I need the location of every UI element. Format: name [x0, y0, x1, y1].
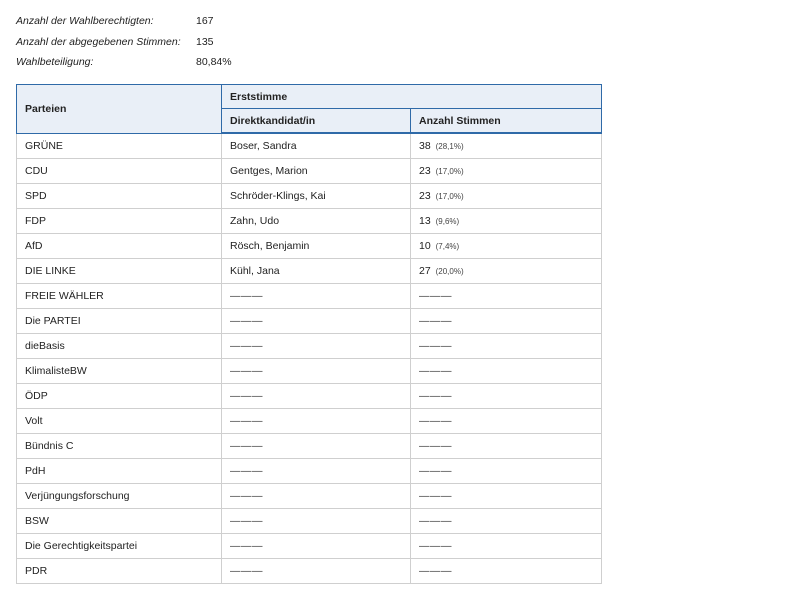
votes-cell [411, 484, 602, 509]
party-cell: KlimalisteBW [17, 359, 222, 384]
votes-count: ——— [419, 390, 452, 402]
votes-cell [411, 509, 602, 534]
candidate-cell: ——— [222, 359, 411, 384]
summary-row-abgegebene-stimmen [16, 32, 232, 53]
table-row [17, 409, 602, 434]
summary-value: 167 [196, 15, 214, 28]
votes-count: ——— [419, 440, 452, 452]
votes-count: ——— [419, 540, 452, 552]
party-cell: Die PARTEI [17, 309, 222, 334]
summary-row-wahlbeteiligung [16, 52, 232, 73]
votes-cell [411, 534, 602, 559]
votes-count: 10 [419, 240, 431, 252]
votes-cell [411, 259, 602, 284]
candidate-cell: Rösch, Benjamin [222, 234, 411, 259]
votes-cell [411, 334, 602, 359]
table-row [17, 559, 602, 584]
results-table-body [17, 133, 602, 584]
candidate-cell: ——— [222, 534, 411, 559]
header-anzahl-stimmen: Anzahl Stimmen [411, 109, 602, 134]
votes-cell [411, 559, 602, 584]
votes-percent: (7,4%) [435, 242, 460, 251]
table-row [17, 334, 602, 359]
table-row [17, 184, 602, 209]
votes-cell [411, 209, 602, 234]
candidate-cell: Schröder-Klings, Kai [222, 184, 411, 209]
votes-cell [411, 133, 602, 159]
table-row [17, 384, 602, 409]
table-row [17, 209, 602, 234]
candidate-cell: ——— [222, 509, 411, 534]
candidate-cell: Zahn, Udo [222, 209, 411, 234]
summary-label: Anzahl der Wahlberechtigten: [16, 15, 154, 28]
table-row [17, 133, 602, 159]
party-cell: Bündnis C [17, 434, 222, 459]
party-cell: DIE LINKE [17, 259, 222, 284]
votes-cell [411, 409, 602, 434]
party-cell: BSW [17, 509, 222, 534]
votes-percent: (9,6%) [435, 217, 460, 226]
party-cell: FDP [17, 209, 222, 234]
results-table [16, 84, 602, 584]
summary-value: 135 [196, 35, 214, 48]
candidate-cell: ——— [222, 284, 411, 309]
summary-row-wahlberechtigte [16, 11, 232, 32]
summary-value: 80,84% [196, 56, 232, 69]
summary-label: Anzahl der abgegebenen Stimmen: [16, 35, 181, 48]
candidate-cell: ——— [222, 459, 411, 484]
header-erststimme: Erststimme [222, 85, 602, 109]
table-row [17, 534, 602, 559]
party-cell: Volt [17, 409, 222, 434]
party-cell: SPD [17, 184, 222, 209]
table-row [17, 234, 602, 259]
votes-percent: (17,0%) [435, 167, 464, 176]
votes-count: ——— [419, 415, 452, 427]
party-cell: ÖDP [17, 384, 222, 409]
votes-cell [411, 359, 602, 384]
votes-percent: (20,0%) [435, 267, 464, 276]
votes-count: 27 [419, 265, 431, 277]
party-cell: Die Gerechtigkeitspartei [17, 534, 222, 559]
party-cell: Verjüngungsforschung [17, 484, 222, 509]
votes-cell [411, 159, 602, 184]
party-cell: PdH [17, 459, 222, 484]
votes-cell [411, 234, 602, 259]
votes-percent: (17,0%) [435, 192, 464, 201]
party-cell: PDR [17, 559, 222, 584]
party-cell: AfD [17, 234, 222, 259]
votes-cell [411, 309, 602, 334]
candidate-cell: Gentges, Marion [222, 159, 411, 184]
candidate-cell: ——— [222, 309, 411, 334]
votes-cell [411, 184, 602, 209]
candidate-cell: Boser, Sandra [222, 133, 411, 159]
party-cell: FREIE WÄHLER [17, 284, 222, 309]
votes-cell [411, 459, 602, 484]
votes-count: ——— [419, 515, 452, 527]
votes-count: ——— [419, 340, 452, 352]
table-row [17, 484, 602, 509]
votes-count: 38 [419, 140, 431, 152]
votes-count: 23 [419, 190, 431, 202]
party-cell: CDU [17, 159, 222, 184]
table-row [17, 359, 602, 384]
candidate-cell: ——— [222, 334, 411, 359]
table-row [17, 509, 602, 534]
votes-cell [411, 384, 602, 409]
candidate-cell: ——— [222, 559, 411, 584]
table-row [17, 284, 602, 309]
votes-count: ——— [419, 290, 452, 302]
party-cell: GRÜNE [17, 133, 222, 159]
votes-count: ——— [419, 365, 452, 377]
votes-count: ——— [419, 565, 452, 577]
header-parteien: Parteien [17, 85, 222, 134]
votes-count: 13 [419, 215, 431, 227]
election-summary [16, 11, 232, 73]
candidate-cell: ——— [222, 409, 411, 434]
candidate-cell: ——— [222, 484, 411, 509]
header-direktkandidat: Direktkandidat/in [222, 109, 411, 134]
candidate-cell: Kühl, Jana [222, 259, 411, 284]
votes-count: 23 [419, 165, 431, 177]
candidate-cell: ——— [222, 434, 411, 459]
table-row [17, 159, 602, 184]
table-row [17, 309, 602, 334]
party-cell: dieBasis [17, 334, 222, 359]
votes-count: ——— [419, 490, 452, 502]
votes-count: ——— [419, 315, 452, 327]
candidate-cell: ——— [222, 384, 411, 409]
votes-count: ——— [419, 465, 452, 477]
table-row [17, 459, 602, 484]
table-row [17, 434, 602, 459]
votes-cell [411, 284, 602, 309]
votes-cell [411, 434, 602, 459]
summary-label: Wahlbeteiligung: [16, 56, 94, 69]
votes-percent: (28,1%) [435, 142, 464, 151]
table-row [17, 259, 602, 284]
